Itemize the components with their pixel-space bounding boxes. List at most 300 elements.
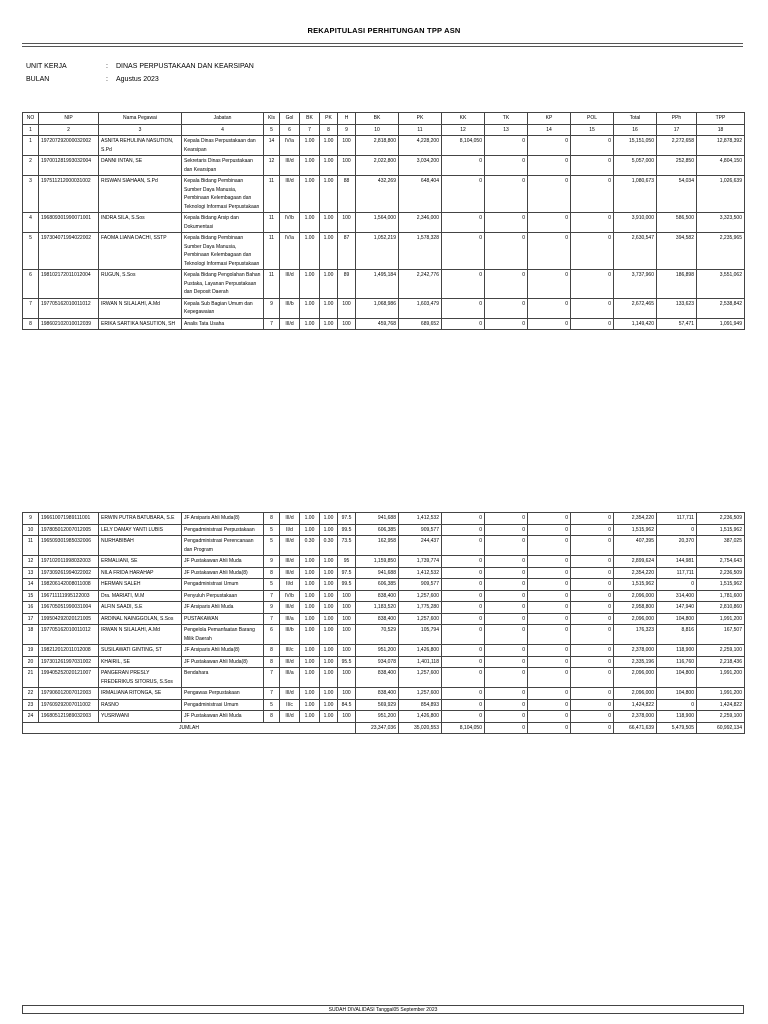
- cell-jabatan: Pengelola Pemanfaatan Barang Milik Daerah: [182, 625, 264, 645]
- cell-pk: 689,652: [399, 318, 442, 330]
- cell-gol: II/c: [280, 699, 300, 711]
- cell-nip: 197705162010011012: [39, 298, 99, 318]
- cell-total: 1,424,822: [614, 699, 657, 711]
- cell-pol: 0: [571, 524, 614, 536]
- cell-jabatan: JF Pustakawan Ahli Muda(8): [182, 567, 264, 579]
- cell-kk: 0: [442, 513, 485, 525]
- cell-kk: 0: [442, 536, 485, 556]
- cell-total: 2,096,000: [614, 668, 657, 688]
- table-row: [23, 136, 745, 156]
- cell-bk: 606,385: [356, 579, 399, 591]
- cell-jabatan: JF Pustakawan Ahli Muda: [182, 711, 264, 723]
- cell-kls: 5: [264, 524, 280, 536]
- cell-h: 87: [338, 233, 356, 270]
- cell-pol: 0: [571, 176, 614, 213]
- cell-tk: 0: [485, 536, 528, 556]
- tpp-table-page-1: [22, 112, 745, 330]
- cell-pol: 0: [571, 298, 614, 318]
- table-row: [23, 613, 745, 625]
- cell-kls: 14: [264, 136, 280, 156]
- header-row: [23, 113, 745, 125]
- cell-kp: 0: [528, 579, 571, 591]
- cell-tk: 0: [485, 602, 528, 614]
- cell-gol: III/a: [280, 613, 300, 625]
- cell-total: 3,910,000: [614, 213, 657, 233]
- table-row: [23, 668, 745, 688]
- cell-bk: 2,818,800: [356, 136, 399, 156]
- cell-h: 100: [338, 318, 356, 330]
- cell-gol: III/d: [280, 688, 300, 700]
- cell-tpp: 4,804,150: [697, 156, 745, 176]
- cell-kp: 0: [528, 213, 571, 233]
- cell-pk: 1,401,118: [399, 656, 442, 668]
- cell-nama: RUGUN, S.Sos: [99, 270, 182, 299]
- cell-nama: RISWAN SIAHAAN, S.Pd: [99, 176, 182, 213]
- cell-nip: 197705162010011012: [39, 625, 99, 645]
- cell-kk: 0: [442, 270, 485, 299]
- cell-h: 97.5: [338, 513, 356, 525]
- cell-kls: 7: [264, 668, 280, 688]
- cell-h: 100: [338, 645, 356, 657]
- cell-nama: ERWIN PUTRA BATUBARA, S.E: [99, 513, 182, 525]
- cell-pk-factor: 1.00: [320, 318, 338, 330]
- cell-pph: 147,940: [657, 602, 697, 614]
- cell-no: 13: [23, 567, 39, 579]
- cell-gol: 6: [280, 124, 300, 136]
- cell-pk: 1,257,600: [399, 613, 442, 625]
- cell-bk-factor: 1.00: [300, 136, 320, 156]
- cell-jabatan: Kepala Bidang Pembinaan Sumber Daya Manusia, Pembinaan Kelembagaan dan Teknologi Informasi Perpustakaan: [182, 176, 264, 213]
- table-row: [23, 513, 745, 525]
- cell-gol: IV/b: [280, 590, 300, 602]
- cell-no: 23: [23, 699, 39, 711]
- cell-pph: 118,900: [657, 711, 697, 723]
- cell-total: 2,354,220: [614, 567, 657, 579]
- cell-pph: 57,471: [657, 318, 697, 330]
- cell-h: 100: [338, 668, 356, 688]
- cell-total: 2,378,000: [614, 645, 657, 657]
- cell-tk: 0: [485, 298, 528, 318]
- cell-pol: POL: [571, 113, 614, 125]
- cell-nama: NILA FRIDA HARAHAP: [99, 567, 182, 579]
- cell-tk: 0: [485, 688, 528, 700]
- cell-tpp: 1,781,600: [697, 590, 745, 602]
- cell-bk-factor: 1.00: [300, 656, 320, 668]
- cell-total: 2,096,000: [614, 590, 657, 602]
- cell-gol: III/c: [280, 645, 300, 657]
- cell-pph: 0: [657, 699, 697, 711]
- cell-bk: 951,200: [356, 645, 399, 657]
- cell-no: 5: [23, 233, 39, 270]
- cell-pk: PK: [399, 113, 442, 125]
- cell-total: Total: [614, 113, 657, 125]
- cell-nip: 197511212000031002: [39, 176, 99, 213]
- cell-pph: 586,500: [657, 213, 697, 233]
- cell-kk: 0: [442, 590, 485, 602]
- cell-jabatan: Kepala Bidang Arsip dan Dokumentasi: [182, 213, 264, 233]
- cell-tk: 0: [485, 233, 528, 270]
- cell-kls: 8: [264, 567, 280, 579]
- cell-gol: III/d: [280, 656, 300, 668]
- cell-pph: 104,800: [657, 688, 697, 700]
- table-row: [23, 711, 745, 723]
- cell-pph: PPh: [657, 113, 697, 125]
- cell-kp: 0: [528, 645, 571, 657]
- cell-pph: 20,370: [657, 536, 697, 556]
- cell-kk: 0: [442, 298, 485, 318]
- cell-tpp: 2,538,842: [697, 298, 745, 318]
- cell-gol: IV/b: [280, 213, 300, 233]
- cell-pk-factor: 1.00: [320, 699, 338, 711]
- cell-tk: 0: [485, 613, 528, 625]
- cell-pol: 0: [571, 602, 614, 614]
- cell-nip: 197001281993032004: [39, 156, 99, 176]
- cell-bk-factor: 1.00: [300, 318, 320, 330]
- cell-total: 1,515,962: [614, 524, 657, 536]
- cell-pk-factor: 1.00: [320, 513, 338, 525]
- table-row: [23, 176, 745, 213]
- cell-kp: 0: [528, 668, 571, 688]
- cell-tk: 0: [485, 318, 528, 330]
- cell-nama: IRWAN N SILALAHI, A.Md: [99, 625, 182, 645]
- cell-pk-factor: 1.00: [320, 711, 338, 723]
- cell-nip: 196705051990031004: [39, 602, 99, 614]
- cell-gol: III/d: [280, 556, 300, 568]
- cell-no: 10: [23, 524, 39, 536]
- total-tk: 0: [485, 722, 528, 734]
- cell-kk: KK: [442, 113, 485, 125]
- cell-h: 100: [338, 613, 356, 625]
- cell-nip: 2: [39, 124, 99, 136]
- cell-pk-factor: 8: [320, 124, 338, 136]
- cell-bk-factor: 1.00: [300, 699, 320, 711]
- table-row: [23, 625, 745, 645]
- cell-pk-factor: 1.00: [320, 233, 338, 270]
- cell-gol: IV/a: [280, 136, 300, 156]
- cell-jabatan: Analis Tata Usaha: [182, 318, 264, 330]
- cell-pk-factor: 1.00: [320, 645, 338, 657]
- cell-jabatan: Pengadministrasi Perpustakaan: [182, 524, 264, 536]
- cell-pk-factor: 1.00: [320, 176, 338, 213]
- cell-total: 16: [614, 124, 657, 136]
- cell-pol: 0: [571, 536, 614, 556]
- cell-h: 100: [338, 136, 356, 156]
- cell-bk: 934,078: [356, 656, 399, 668]
- cell-kls: 9: [264, 298, 280, 318]
- cell-jabatan: JF Arsiparis Ahli Muda(8): [182, 645, 264, 657]
- cell-pol: 0: [571, 270, 614, 299]
- cell-bk-factor: 1.00: [300, 688, 320, 700]
- cell-total: 2,335,196: [614, 656, 657, 668]
- cell-pk: 648,404: [399, 176, 442, 213]
- cell-pol: 15: [571, 124, 614, 136]
- cell-kls: 5: [264, 536, 280, 556]
- cell-tk: 0: [485, 656, 528, 668]
- cell-pol: 0: [571, 156, 614, 176]
- cell-total: 2,630,547: [614, 233, 657, 270]
- cell-gol: III/b: [280, 298, 300, 318]
- cell-pph: 54,034: [657, 176, 697, 213]
- cell-nip: 199405252020121007: [39, 668, 99, 688]
- total-kp: 0: [528, 722, 571, 734]
- cell-pk: 1,412,532: [399, 567, 442, 579]
- cell-tpp: 1,991,200: [697, 688, 745, 700]
- cell-tpp: 2,236,509: [697, 513, 745, 525]
- cell-pph: 144,981: [657, 556, 697, 568]
- title-rule-top: [22, 43, 743, 44]
- cell-tk: 0: [485, 668, 528, 688]
- cell-h: 95: [338, 556, 356, 568]
- cell-nip: 196610071989111001: [39, 513, 99, 525]
- cell-nama: YUSRIWANI: [99, 711, 182, 723]
- cell-kls: 8: [264, 645, 280, 657]
- cell-jabatan: Pengadministrasi Perencanaan dan Program: [182, 536, 264, 556]
- cell-tk: 0: [485, 556, 528, 568]
- cell-nip: 197906012007012003: [39, 688, 99, 700]
- cell-kk: 0: [442, 213, 485, 233]
- cell-pk: 909,577: [399, 579, 442, 591]
- table-row: [23, 156, 745, 176]
- cell-kls: 7: [264, 590, 280, 602]
- cell-tpp: 2,236,509: [697, 567, 745, 579]
- cell-jabatan: Kepala Bidang Pengolahan Bahan Pustaka, Layanan Perpustakaan dan Deposit Daerah: [182, 270, 264, 299]
- cell-no: 8: [23, 318, 39, 330]
- bulan-sep: :: [106, 76, 108, 83]
- cell-bk: 606,385: [356, 524, 399, 536]
- cell-bk-factor: 1.00: [300, 590, 320, 602]
- cell-bk: 941,688: [356, 567, 399, 579]
- cell-nip: 196711111995122003: [39, 590, 99, 602]
- cell-pol: 0: [571, 688, 614, 700]
- cell-pph: 104,800: [657, 668, 697, 688]
- cell-h: 100: [338, 625, 356, 645]
- cell-bk-factor: 1.00: [300, 556, 320, 568]
- cell-tpp: 2,218,436: [697, 656, 745, 668]
- cell-jabatan: Pengawas Perpustakaan: [182, 688, 264, 700]
- cell-bk-factor: 1.00: [300, 176, 320, 213]
- cell-bk: 1,052,219: [356, 233, 399, 270]
- cell-bk: 838,400: [356, 688, 399, 700]
- tpp-table-page-2: [22, 512, 745, 734]
- cell-pk: 1,603,479: [399, 298, 442, 318]
- cell-pk: 4,228,200: [399, 136, 442, 156]
- cell-nip: 197309261994022002: [39, 567, 99, 579]
- cell-gol: III/d: [280, 567, 300, 579]
- cell-nip: 197207292000032002: [39, 136, 99, 156]
- cell-nip: 197805012007012005: [39, 524, 99, 536]
- cell-nama: ERMALIANI, SE: [99, 556, 182, 568]
- cell-tpp: 1,515,962: [697, 524, 745, 536]
- cell-h: 100: [338, 711, 356, 723]
- cell-kls: 8: [264, 711, 280, 723]
- cell-pk: 1,578,328: [399, 233, 442, 270]
- cell-gol: II/d: [280, 524, 300, 536]
- cell-no: 1: [23, 136, 39, 156]
- cell-tpp: 2,259,100: [697, 711, 745, 723]
- total-pph: 5,479,505: [657, 722, 697, 734]
- cell-kls: 9: [264, 602, 280, 614]
- table-row: [23, 688, 745, 700]
- cell-no: 6: [23, 270, 39, 299]
- cell-bk: 838,400: [356, 590, 399, 602]
- cell-tpp: 2,810,860: [697, 602, 745, 614]
- cell-bk: 838,400: [356, 668, 399, 688]
- cell-pph: 314,400: [657, 590, 697, 602]
- cell-no: 21: [23, 668, 39, 688]
- cell-total: 176,323: [614, 625, 657, 645]
- cell-gol: II/d: [280, 579, 300, 591]
- cell-kp: 0: [528, 688, 571, 700]
- cell-nama: ALFIN SAADI, S.E: [99, 602, 182, 614]
- cell-pol: 0: [571, 567, 614, 579]
- cell-kls: 7: [264, 613, 280, 625]
- cell-jabatan: JF Arsiparis Ahli Muda(8): [182, 513, 264, 525]
- cell-tk: 0: [485, 176, 528, 213]
- validation-footer: SUDAH DIVALIDASI Tanggal05 September 2023: [22, 1005, 744, 1014]
- cell-kp: 0: [528, 318, 571, 330]
- cell-bk: 1,068,986: [356, 298, 399, 318]
- cell-pk-factor: 1.00: [320, 298, 338, 318]
- cell-tk: 0: [485, 579, 528, 591]
- cell-h: 95.5: [338, 656, 356, 668]
- cell-kls: 5: [264, 124, 280, 136]
- cell-nama: Nama Pegawai: [99, 113, 182, 125]
- cell-no: 3: [23, 176, 39, 213]
- cell-tk: 0: [485, 567, 528, 579]
- cell-no: 16: [23, 602, 39, 614]
- table-row: [23, 645, 745, 657]
- cell-kp: 14: [528, 124, 571, 136]
- cell-pol: 0: [571, 699, 614, 711]
- cell-pol: 0: [571, 213, 614, 233]
- cell-h: 73.5: [338, 536, 356, 556]
- cell-bk-factor: 1.00: [300, 298, 320, 318]
- cell-bk-factor: 1.00: [300, 213, 320, 233]
- cell-pph: 117,711: [657, 567, 697, 579]
- cell-kk: 0: [442, 625, 485, 645]
- cell-kls: 6: [264, 625, 280, 645]
- cell-kp: 0: [528, 613, 571, 625]
- cell-gol: III/d: [280, 711, 300, 723]
- cell-gol: III/d: [280, 156, 300, 176]
- cell-kp: 0: [528, 711, 571, 723]
- cell-bk-factor: 1.00: [300, 645, 320, 657]
- cell-tpp: 2,235,965: [697, 233, 745, 270]
- cell-kk: 0: [442, 699, 485, 711]
- cell-h: 84.5: [338, 699, 356, 711]
- cell-no: 19: [23, 645, 39, 657]
- cell-no: 4: [23, 213, 39, 233]
- cell-kk: 0: [442, 524, 485, 536]
- cell-gol: Gol: [280, 113, 300, 125]
- cell-total: 1,149,420: [614, 318, 657, 330]
- cell-pk-factor: 1.00: [320, 136, 338, 156]
- cell-pk: 3,034,200: [399, 156, 442, 176]
- cell-nip: 196805121989032003: [39, 711, 99, 723]
- cell-pk: 909,577: [399, 524, 442, 536]
- cell-pph: 0: [657, 524, 697, 536]
- cell-gol: III/d: [280, 176, 300, 213]
- cell-nama: HERMAN SALEH: [99, 579, 182, 591]
- cell-h: 100: [338, 213, 356, 233]
- cell-bk-factor: 1.00: [300, 513, 320, 525]
- cell-tpp: 3,323,500: [697, 213, 745, 233]
- cell-kp: 0: [528, 233, 571, 270]
- cell-nama: PANGERAN PRESLY FREDERIKUS SITORUS, S.Sos: [99, 668, 182, 688]
- total-tpp: 60,992,134: [697, 722, 745, 734]
- table-row: [23, 602, 745, 614]
- cell-tpp: 1,026,639: [697, 176, 745, 213]
- bulan-label: BULAN: [26, 76, 50, 83]
- cell-pph: 394,582: [657, 233, 697, 270]
- cell-kls: 11: [264, 233, 280, 270]
- cell-h: 89: [338, 270, 356, 299]
- cell-pk: 244,437: [399, 536, 442, 556]
- cell-pk: 1,257,600: [399, 668, 442, 688]
- cell-kp: 0: [528, 699, 571, 711]
- cell-pol: 0: [571, 136, 614, 156]
- cell-pk-factor: PK: [320, 113, 338, 125]
- cell-bk: 1,183,520: [356, 602, 399, 614]
- cell-pol: 0: [571, 513, 614, 525]
- cell-kk: 0: [442, 613, 485, 625]
- cell-jabatan: JF Pustakawan Ahli Muda(8): [182, 656, 264, 668]
- table-row: [23, 567, 745, 579]
- cell-tk: 0: [485, 699, 528, 711]
- cell-tpp: 2,259,100: [697, 645, 745, 657]
- cell-tk: 0: [485, 270, 528, 299]
- table-row: [23, 579, 745, 591]
- cell-no: 18: [23, 625, 39, 645]
- cell-tpp: 18: [697, 124, 745, 136]
- cell-bk: 162,958: [356, 536, 399, 556]
- cell-pk-factor: 1.00: [320, 156, 338, 176]
- cell-jabatan: Kepala Bidang Pembinaan Sumber Daya Manusia, Pembinaan Kelembagaan dan Teknologi Informasi Perpustakaan: [182, 233, 264, 270]
- cell-kk: 0: [442, 156, 485, 176]
- cell-bk-factor: 1.00: [300, 233, 320, 270]
- cell-jabatan: JF Arsiparis Ahli Muda: [182, 602, 264, 614]
- cell-kk: 0: [442, 656, 485, 668]
- cell-kk: 0: [442, 579, 485, 591]
- cell-gol: III/d: [280, 536, 300, 556]
- cell-kls: 5: [264, 579, 280, 591]
- cell-kls: 12: [264, 156, 280, 176]
- cell-pph: 104,800: [657, 613, 697, 625]
- cell-pph: 17: [657, 124, 697, 136]
- cell-h: 99.5: [338, 524, 356, 536]
- cell-kk: 12: [442, 124, 485, 136]
- cell-bk: 1,495,184: [356, 270, 399, 299]
- cell-total: 15,151,050: [614, 136, 657, 156]
- cell-tpp: 3,551,062: [697, 270, 745, 299]
- cell-no: 9: [23, 513, 39, 525]
- cell-nip: 198102172011012004: [39, 270, 99, 299]
- cell-tk: 0: [485, 524, 528, 536]
- cell-pph: 116,760: [657, 656, 697, 668]
- cell-pph: 0: [657, 579, 697, 591]
- table-row: [23, 270, 745, 299]
- cell-bk: 70,529: [356, 625, 399, 645]
- cell-kp: 0: [528, 298, 571, 318]
- cell-gol: III/d: [280, 318, 300, 330]
- cell-bk-factor: 7: [300, 124, 320, 136]
- cell-tk: 0: [485, 711, 528, 723]
- unit-kerja-label: UNIT KERJA: [26, 63, 67, 70]
- cell-tpp: 1,424,822: [697, 699, 745, 711]
- cell-tpp: 1,991,200: [697, 668, 745, 688]
- cell-no: 14: [23, 579, 39, 591]
- cell-pk-factor: 1.00: [320, 625, 338, 645]
